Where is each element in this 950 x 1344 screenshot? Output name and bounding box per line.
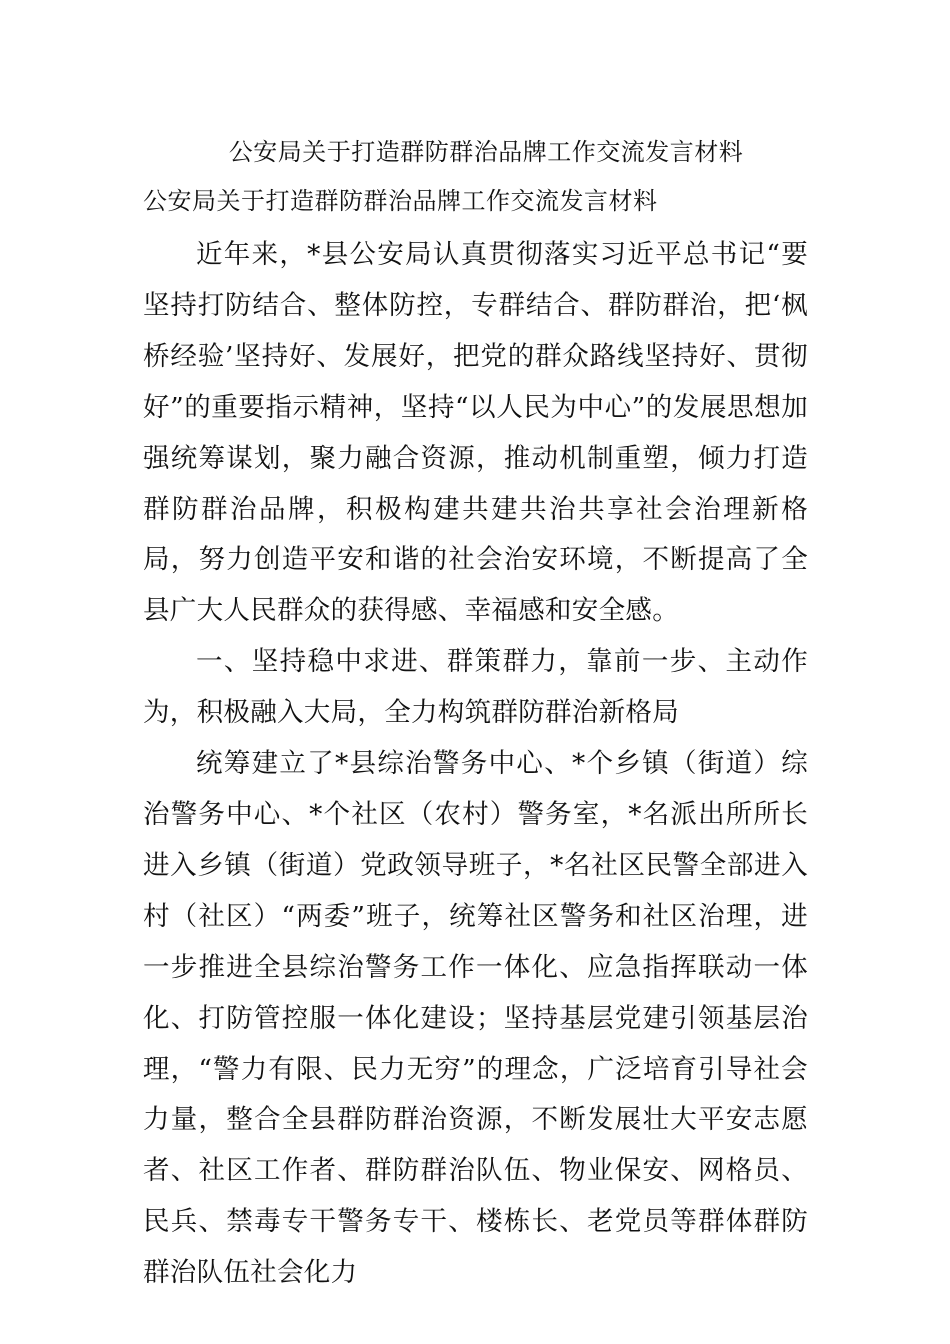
document-body: [143, 230, 808, 1299]
document-subtitle: 公安局关于打造群防群治品牌工作交流发言材料: [143, 187, 658, 215]
paragraph-section-heading: 一、坚持稳中求进、群策群力，靠前一步、主动作为，积极融入大局，全力构筑群防群治新格局: [143, 646, 808, 729]
document-title: 公安局关于打造群防群治品牌工作交流发言材料: [228, 138, 744, 166]
paragraph-section-body: 统筹建立了*县综治警务中心、*个乡镇（街道）综治警务中心、*个社区（农村）警务室，*名派出所所长进入乡镇（街道）党政领导班子，*名社区民警全部进入村（社区）“两委”班子，统筹社区警务和社区治理，进一步推进全县综治警务工作一体化、应急指挥联动一体化、打防管控服一体化建设；坚持基层党建引领基层治理，“警力有限、民力无穷”的理念，广泛培育引导社会力量，整合全县群防群治资源，不断发展壮大平安志愿者、社区工作者、群防群治队伍、物业保安、网格员、民兵、禁毒专干警务专干、楼栋长、老党员等群体群防群治队伍社会化力: [143, 748, 808, 1289]
paragraph-intro: 近年来，*县公安局认真贯彻落实习近平总书记“要坚持打防结合、整体防控，专群结合、群防群治，把‘枫桥经验’坚持好、发展好，把党的群众路线坚持好、贯彻好”的重要指示精神，坚持“以人民为中心”的发展思想加强统筹谋划，聚力融合资源，推动机制重塑，倾力打造群防群治品牌，积极构建共建共治共享社会治理新格局，努力创造平安和谐的社会治安环境，不断提高了全县广大人民群众的获得感、幸福感和安全感。: [143, 239, 808, 627]
